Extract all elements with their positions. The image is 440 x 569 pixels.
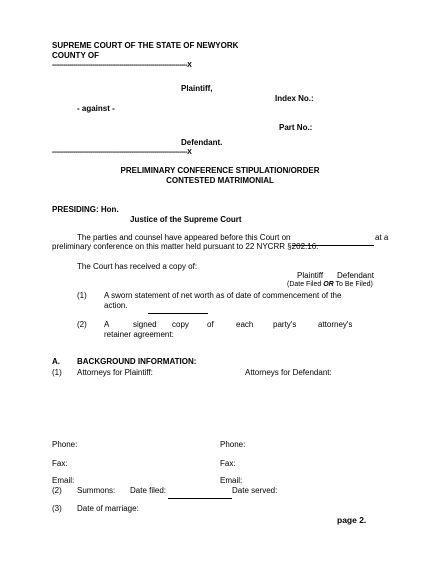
caption-rule-bottom: ----------------------------------------------------------------------X xyxy=(52,149,192,156)
court-name: SUPREME COURT OF THE STATE OF NEWYORK xyxy=(52,41,239,50)
plaintiff-label: Plaintiff, xyxy=(181,84,213,93)
defendant-phone-label: Phone: xyxy=(220,440,246,449)
presiding-label: PRESIDING: Hon. xyxy=(52,205,119,214)
section-a-letter: A. xyxy=(52,357,60,366)
justice-title: Justice of the Supreme Court xyxy=(130,215,242,224)
item-2-text-line2: retainer agreement: xyxy=(104,330,174,339)
background-item-2-number: (2) xyxy=(52,486,62,495)
defendant-fax-label: Fax: xyxy=(220,459,236,468)
plaintiff-phone-label: Phone: xyxy=(52,440,78,449)
item-2-word: A xyxy=(104,320,110,329)
document-title: PRELIMINARY CONFERENCE STIPULATION/ORDER xyxy=(120,166,320,175)
plaintiff-fax-label: Fax: xyxy=(52,459,68,468)
net-worth-field[interactable] xyxy=(148,302,208,318)
summons-date-served-label: Date served: xyxy=(232,486,278,495)
caption-rule-top: ----------------------------------------------------------------------X xyxy=(52,62,192,69)
item-2-word: attorney's xyxy=(318,320,353,329)
received-copy-text: The Court has received a copy of: xyxy=(77,262,198,271)
date-filed-note: (Date Filed xyxy=(287,281,322,288)
item-2-word: of xyxy=(207,320,214,329)
appearance-text: The parties and counsel have appeared before this Court on xyxy=(77,233,291,242)
item-2-word: copy xyxy=(172,320,189,329)
page-number: page 2. xyxy=(337,515,367,525)
summons-date-filed-field[interactable] xyxy=(168,487,232,503)
background-item-3-number: (3) xyxy=(52,504,62,513)
item-2-word: party's xyxy=(273,320,297,329)
date-of-marriage-label: Date of marriage: xyxy=(77,504,139,513)
column-defendant: Defendant xyxy=(337,271,374,280)
against-label: - against - xyxy=(77,104,115,113)
defendant-email-label: Email: xyxy=(220,476,243,485)
column-plaintiff: Plaintiff xyxy=(297,271,324,280)
attorneys-defendant-label: Attorneys for Defendant: xyxy=(245,368,332,377)
county-label: COUNTY OF xyxy=(52,51,99,60)
attorneys-plaintiff-label: Attorneys for Plaintiff: xyxy=(77,368,153,377)
section-a-heading: BACKGROUND INFORMATION: xyxy=(77,357,197,366)
appearance-text-line2: preliminary conference on this matter held pursuant to 22 NYCRR §202.16. xyxy=(52,242,319,251)
item-1-text: A sworn statement of net worth as of date of commencement of the xyxy=(104,291,342,300)
defendant-label: Defendant. xyxy=(181,138,223,147)
document-subtitle: CONTESTED MATRIMONIAL xyxy=(166,176,274,185)
or-note: OR xyxy=(323,281,334,288)
filing-status-note xyxy=(287,281,373,288)
item-1-text-line2: action. xyxy=(104,301,128,310)
item-2-word: each xyxy=(236,320,254,329)
to-be-filed-note: To Be Filed) xyxy=(335,281,373,288)
plaintiff-email-label: Email: xyxy=(52,476,75,485)
summons-date-filed-label: Date filed: xyxy=(130,486,167,495)
summons-label: Summons: xyxy=(77,486,116,495)
index-no-label: Index No.: xyxy=(275,94,314,103)
item-1-number: (1) xyxy=(77,291,87,300)
item-2-word: signed xyxy=(133,320,157,329)
background-item-1-number: (1) xyxy=(52,368,62,377)
appearance-text-end: at a xyxy=(375,233,389,242)
part-no-label: Part No.: xyxy=(279,123,313,132)
item-2-number: (2) xyxy=(77,320,87,329)
